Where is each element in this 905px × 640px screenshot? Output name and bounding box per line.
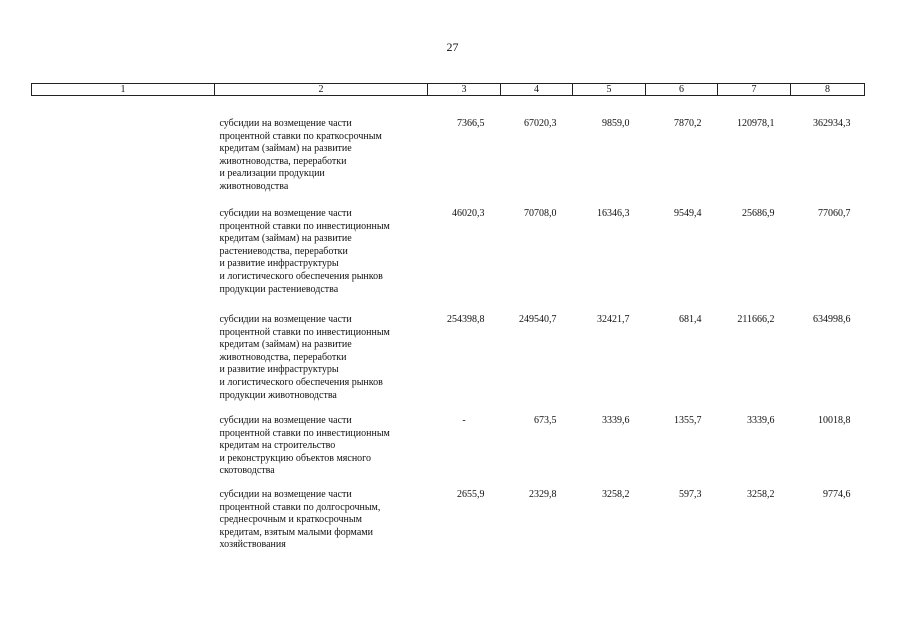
table-row bbox=[32, 96, 865, 199]
value-col-3: 2655,9 bbox=[457, 489, 485, 500]
empty-cell bbox=[32, 198, 215, 304]
row-description: субсидии на возмещение части процентной ставки по инвестиционным кредитам (займам) на развитие растениеводства, переработки и развитие инфраструктуры и логистического обеспечения рынков продукции растениеводства bbox=[219, 208, 390, 295]
value-col-6: 9549,4 bbox=[674, 208, 702, 219]
row-description: субсидии на возмещение части процентной ставки по долгосрочным, среднесрочным и краткосрочным кредитам, взятым малыми формами хозяйствования bbox=[219, 489, 381, 551]
column-header-3: 3 bbox=[428, 84, 501, 96]
row-description: субсидии на возмещение части процентной ставки по краткосрочным кредитам (займам) на развитие животноводства, переработки и реализации продукции животноводства bbox=[219, 118, 382, 192]
value-col-8: 77060,7 bbox=[818, 208, 851, 219]
value-col-4: 67020,3 bbox=[524, 118, 557, 129]
column-header-4: 4 bbox=[501, 84, 573, 96]
value-col-5: 32421,7 bbox=[597, 314, 630, 325]
empty-cell bbox=[32, 304, 215, 405]
table-row bbox=[32, 304, 865, 405]
column-header-2: 2 bbox=[215, 84, 428, 96]
value-col-5: 9859,0 bbox=[602, 118, 630, 129]
table-row bbox=[32, 405, 865, 479]
value-col-7: 120978,1 bbox=[737, 118, 775, 129]
value-col-7: 3258,2 bbox=[747, 489, 775, 500]
value-col-7: 25686,9 bbox=[742, 208, 775, 219]
value-col-8: 9774,6 bbox=[823, 489, 851, 500]
table-row bbox=[32, 198, 865, 304]
value-col-4: 70708,0 bbox=[524, 208, 557, 219]
value-col-6: 597,3 bbox=[679, 489, 702, 500]
value-col-3: 7366,5 bbox=[457, 118, 485, 129]
value-col-4: 673,5 bbox=[534, 415, 557, 426]
value-col-8: 634998,6 bbox=[813, 314, 851, 325]
value-col-8: 362934,3 bbox=[813, 118, 851, 129]
value-col-5: 3339,6 bbox=[602, 415, 630, 426]
row-description: субсидии на возмещение части процентной ставки по инвестиционным кредитам на строительство и реконструкцию объектов мясного скотоводства bbox=[219, 415, 390, 477]
column-header-6: 6 bbox=[646, 84, 718, 96]
column-header-7: 7 bbox=[718, 84, 791, 96]
value-col-7: 211666,2 bbox=[737, 314, 775, 325]
value-col-4: 249540,7 bbox=[519, 314, 557, 325]
value-col-6: 7870,2 bbox=[674, 118, 702, 129]
table-row bbox=[32, 479, 865, 561]
value-col-6: 1355,7 bbox=[674, 415, 702, 426]
empty-cell bbox=[32, 405, 215, 479]
value-col-3: 254398,8 bbox=[447, 314, 485, 325]
table-header-row bbox=[32, 84, 865, 96]
value-col-4: 2329,8 bbox=[529, 489, 557, 500]
value-col-3: - bbox=[462, 415, 466, 426]
column-header-5: 5 bbox=[573, 84, 646, 96]
column-header-1: 1 bbox=[32, 84, 215, 96]
value-col-7: 3339,6 bbox=[747, 415, 775, 426]
page-number: 27 bbox=[446, 40, 459, 54]
row-description: субсидии на возмещение части процентной ставки по инвестиционным кредитам (займам) на развитие животноводства, переработки и развитие инфраструктуры и логистического обеспечения рынков продукции животноводства bbox=[219, 314, 390, 401]
column-header-8: 8 bbox=[791, 84, 865, 96]
value-col-8: 10018,8 bbox=[818, 415, 851, 426]
value-col-5: 16346,3 bbox=[597, 208, 630, 219]
value-col-3: 46020,3 bbox=[452, 208, 485, 219]
value-col-6: 681,4 bbox=[679, 314, 702, 325]
value-col-5: 3258,2 bbox=[602, 489, 630, 500]
empty-cell bbox=[32, 96, 215, 199]
empty-cell bbox=[32, 479, 215, 561]
budget-table bbox=[31, 83, 865, 561]
